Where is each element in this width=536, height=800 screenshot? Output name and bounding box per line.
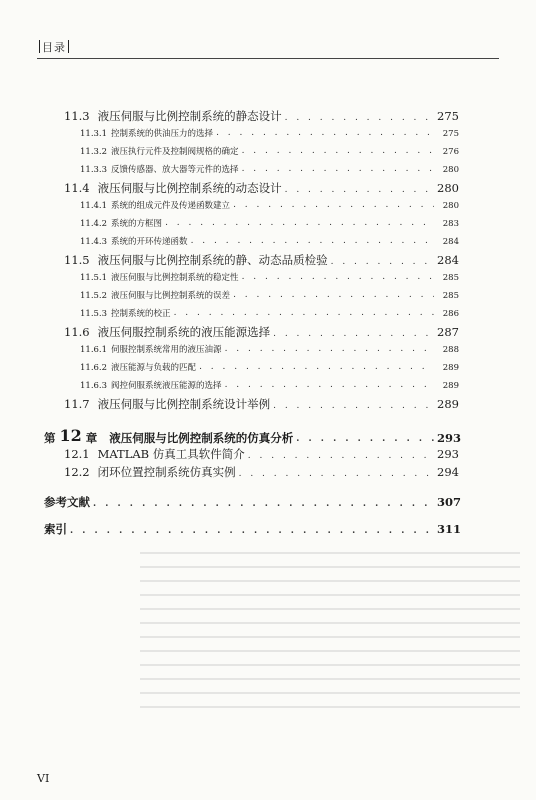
leader-dots bbox=[242, 147, 434, 156]
leader-dots bbox=[242, 273, 434, 282]
toc-number: 11.5.2 bbox=[80, 290, 108, 301]
leader-dots bbox=[273, 330, 434, 339]
page-number: VI bbox=[37, 772, 50, 785]
toc-entry-sec[interactable] bbox=[64, 183, 459, 195]
toc-number: 11.3 bbox=[64, 109, 90, 123]
toc-title: 液压伺服与比例控制系统设计举例 bbox=[97, 397, 271, 411]
leader-dots bbox=[174, 309, 434, 318]
toc-page-number: 276 bbox=[442, 146, 459, 157]
toc-title: 伺服控制系统常用的液压油源 bbox=[111, 344, 222, 355]
toc-number: 11.3.2 bbox=[80, 146, 108, 157]
toc-number: 12.1 bbox=[64, 447, 90, 461]
leader-dots bbox=[239, 470, 434, 479]
toc-entry-sub[interactable] bbox=[80, 129, 459, 138]
toc-entry-ref[interactable] bbox=[44, 495, 462, 509]
toc-number: 11.5 bbox=[64, 253, 90, 267]
toc-number: 11.6.1 bbox=[80, 344, 108, 355]
leader-dots bbox=[233, 201, 434, 210]
leader-dots bbox=[70, 527, 434, 536]
leader-dots bbox=[191, 237, 434, 246]
toc-entry-sec[interactable] bbox=[64, 399, 459, 411]
toc-title: 液压伺服与比例控制系统的动态设计 bbox=[97, 181, 282, 195]
leader-dots bbox=[225, 381, 434, 390]
leader-dots bbox=[93, 500, 434, 509]
toc-title: 反馈传感器、放大器等元件的选择 bbox=[111, 164, 239, 175]
leader-dots bbox=[285, 186, 434, 195]
toc-title: 液压伺服与比例控制系统的误差 bbox=[111, 290, 231, 301]
header-title: 目录 bbox=[42, 41, 66, 54]
toc-page-number: 285 bbox=[442, 290, 459, 301]
toc-title: 控制系统的供油压力的选择 bbox=[111, 128, 214, 139]
toc-entry-sub[interactable] bbox=[80, 219, 459, 228]
leader-dots bbox=[285, 114, 434, 123]
toc-entry-sec[interactable] bbox=[64, 255, 459, 267]
toc-title: 液压伺服与比例控制系统的静态设计 bbox=[97, 109, 282, 123]
toc-entry-sec[interactable] bbox=[64, 111, 459, 123]
toc-number: 11.6 bbox=[64, 325, 90, 339]
toc-title: 液压伺服与比例控制系统的稳定性 bbox=[111, 272, 239, 283]
toc-page-number: 293 bbox=[437, 447, 459, 461]
toc-page-number: 294 bbox=[437, 465, 459, 479]
toc-title: 液压伺服与比例控制系统的仿真分析 bbox=[109, 430, 294, 445]
toc-page-number: 293 bbox=[437, 430, 462, 445]
toc-entry-sec[interactable] bbox=[64, 449, 459, 461]
toc-page-number: 280 bbox=[442, 200, 459, 211]
toc-entry-sub[interactable] bbox=[80, 291, 459, 300]
toc-page-number: 288 bbox=[442, 344, 459, 355]
toc-number: 11.3.1 bbox=[80, 128, 108, 139]
toc-title: 液压能源与负载的匹配 bbox=[111, 362, 197, 373]
toc-title: 系统的开环传递函数 bbox=[111, 236, 188, 247]
chapter-number: 12 bbox=[59, 426, 82, 445]
toc-page-number: 289 bbox=[442, 380, 459, 391]
leader-dots bbox=[225, 345, 434, 354]
toc-number: 11.7 bbox=[64, 397, 90, 411]
toc-number: 11.6.3 bbox=[80, 380, 108, 391]
leader-dots bbox=[331, 258, 434, 267]
toc-entry-sub[interactable] bbox=[80, 147, 459, 156]
toc-page-number: 287 bbox=[437, 325, 459, 339]
toc-title: 液压执行元件及控制阀规格的确定 bbox=[111, 146, 239, 157]
toc-title: 液压伺服控制系统的液压能源选择 bbox=[97, 325, 271, 339]
leader-dots bbox=[199, 363, 434, 372]
leader-dots bbox=[165, 219, 434, 228]
toc-page-number: 285 bbox=[442, 272, 459, 283]
toc-title: 液压伺服与比例控制系统的静、动态品质检验 bbox=[97, 253, 328, 267]
leader-dots bbox=[273, 402, 434, 411]
toc-title: 控制系统的校正 bbox=[111, 308, 171, 319]
toc-page-number: 284 bbox=[442, 236, 459, 247]
toc-entry-sub[interactable] bbox=[80, 165, 459, 174]
toc-number: 11.4.2 bbox=[80, 218, 108, 229]
toc-page-number: 286 bbox=[442, 308, 459, 319]
toc-entry-sec[interactable] bbox=[64, 467, 459, 479]
leader-dots bbox=[216, 129, 434, 138]
toc-page-number: 307 bbox=[437, 495, 462, 509]
toc-page-number: 283 bbox=[442, 218, 459, 229]
toc-entry-sec[interactable] bbox=[64, 327, 459, 339]
toc-page-number: 289 bbox=[442, 362, 459, 373]
toc-number: 11.4.1 bbox=[80, 200, 108, 211]
toc-page-number: 275 bbox=[437, 109, 459, 123]
toc-entry-sub[interactable] bbox=[80, 273, 459, 282]
toc-number: 11.3.3 bbox=[80, 164, 108, 175]
toc-entry-sub[interactable] bbox=[80, 237, 459, 246]
leader-dots bbox=[233, 291, 434, 300]
toc-page-number: 275 bbox=[442, 128, 459, 139]
toc-title: 闭环位置控制系统仿真实例 bbox=[97, 465, 236, 479]
toc-number: 11.5.3 bbox=[80, 308, 108, 319]
toc-number: 11.4.3 bbox=[80, 236, 108, 247]
toc-number: 11.5.1 bbox=[80, 272, 108, 283]
toc-entry-sub[interactable] bbox=[80, 309, 459, 318]
toc-title: 参考文献 bbox=[44, 495, 90, 509]
toc-entry-chap[interactable] bbox=[44, 426, 462, 445]
toc-page-number: 311 bbox=[437, 522, 462, 536]
toc-title: 阀控伺服系统液压能源的选择 bbox=[111, 380, 222, 391]
toc-entry-sub[interactable] bbox=[80, 363, 459, 372]
leader-dots bbox=[296, 435, 434, 444]
toc-page-number: 284 bbox=[437, 253, 459, 267]
toc-page-number: 280 bbox=[442, 164, 459, 175]
toc-title: 系统的组成元件及传递函数建立 bbox=[111, 200, 231, 211]
leader-dots bbox=[242, 165, 434, 174]
toc-number: 12.2 bbox=[64, 465, 90, 479]
chapter-suffix: 章 bbox=[85, 430, 98, 445]
toc-entry-sub[interactable] bbox=[80, 201, 459, 210]
leader-dots bbox=[248, 452, 434, 461]
toc-entry-ref[interactable] bbox=[44, 522, 462, 536]
toc-page-number: 289 bbox=[437, 397, 459, 411]
toc-title: 索引 bbox=[44, 522, 67, 536]
toc-entry-sub[interactable] bbox=[80, 381, 459, 390]
chapter-prefix: 第 bbox=[44, 430, 56, 445]
toc-title: 系统的方框图 bbox=[111, 218, 163, 229]
toc-number: 11.6.2 bbox=[80, 362, 108, 373]
toc-number: 11.4 bbox=[64, 181, 90, 195]
toc-page-number: 280 bbox=[437, 181, 459, 195]
toc-entry-sub[interactable] bbox=[80, 345, 459, 354]
toc-title: MATLAB 仿真工具软件简介 bbox=[97, 447, 245, 461]
